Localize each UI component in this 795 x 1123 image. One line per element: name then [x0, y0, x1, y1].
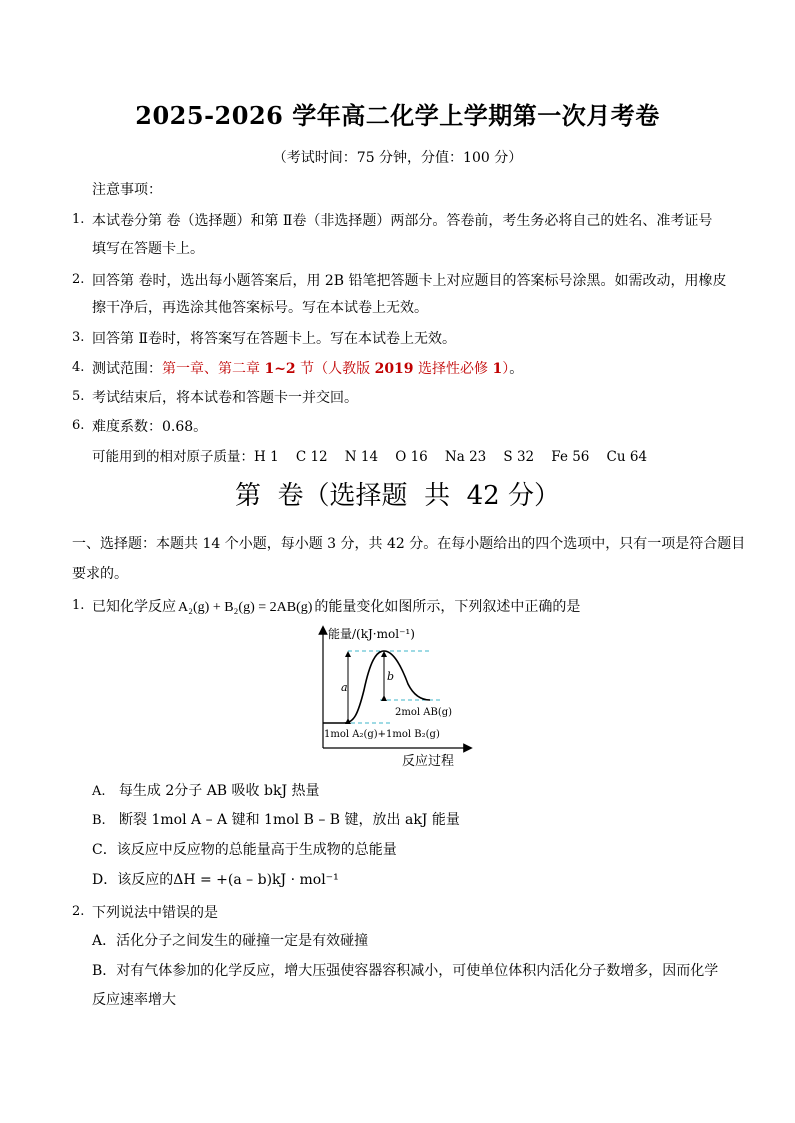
- notice-text: 难度系数：0.68。: [92, 419, 208, 435]
- y-axis-label: 能量/(kJ·mol⁻¹): [328, 627, 415, 641]
- atomic-masses: 可能用到的相对原子质量：H 1 C 12 N 14 O 16 Na 23 S 32 Fe 56 Cu 64: [92, 449, 648, 465]
- notice-number: 1.: [72, 212, 85, 227]
- option-a[interactable]: A．活化分子之间发生的碰撞一定是有效碰撞: [92, 933, 369, 949]
- section-title: 第 卷（选择题 共 42 分）: [235, 481, 560, 511]
- question-stem: 已知化学反应 A₂(g) + B₂(g) = 2AB(g) 的能量变化如图所示，下列叙述中正确的是: [92, 599, 581, 615]
- reaction-equation: A₂(g) + B₂(g) = 2AB(g): [178, 600, 313, 615]
- label-b: b: [387, 670, 395, 683]
- notice-heading: 注意事项：: [92, 182, 162, 198]
- option-d[interactable]: D．该反应的ΔH = +(a – b)kJ · mol⁻¹: [92, 872, 339, 888]
- section-intro: 一、选择题：本题共 14 个小题，每小题 3 分，共 42 分。在每小题给出的四个选项中，只有一项是符合题目: [72, 536, 746, 552]
- exam-title: 2025-2026 学年高二化学上学期第一次月考卷: [135, 101, 660, 130]
- exam-subtitle: （考试时间：75 分钟，分值：100 分）: [272, 150, 523, 166]
- product-label: 2mol AB(g): [395, 707, 453, 718]
- notice-text: 回答第 卷时，选出每小题答案后，用 2B 铅笔把答题卡上对应题目的答案标号涂黑。如需改动，用橡皮: [92, 273, 727, 289]
- reactant-label: 1mol A₂(g)+1mol B₂(g): [324, 729, 440, 740]
- notice-text: 填写在答题卡上。: [92, 241, 204, 257]
- option-b[interactable]: B. 断裂 1mol A – A 键和 1mol B – B 键，放出 akJ 能量: [92, 812, 460, 828]
- option-b-continued: 反应速率增大: [92, 992, 176, 1008]
- option-c[interactable]: C．该反应中反应物的总能量高于生成物的总能量: [92, 842, 397, 858]
- test-scope: 测试范围：第一章、第二章 1~2 节（人教版 2019 选择性必修 1）。: [92, 361, 524, 377]
- question-number: 2.: [72, 904, 85, 919]
- test-scope-red: 第一章、第二章 1~2 节（人教版 2019 选择性必修 1）: [162, 361, 510, 377]
- section-intro: 要求的。: [72, 566, 128, 582]
- notice-text: 回答第 Ⅱ卷时，将答案写在答题卡上。写在本试卷上无效。: [92, 331, 456, 347]
- notice-text: 擦干净后，再选涂其他答案标号。写在本试卷上无效。: [92, 300, 428, 316]
- notice-text: 本试卷分第 卷（选择题）和第 Ⅱ卷（非选择题）两部分。答卷前，考生务必将自己的姓名、准考证号: [92, 213, 713, 229]
- notice-number: 6.: [72, 418, 85, 433]
- test-scope-label: 测试范围：: [92, 361, 162, 377]
- notice-number: 3.: [72, 330, 85, 345]
- notice-number: 5.: [72, 389, 85, 404]
- energy-diagram: [318, 624, 478, 772]
- label-a: a: [341, 681, 348, 694]
- notice-text: 考试结束后，将本试卷和答题卡一并交回。: [92, 390, 358, 406]
- notice-number: 4.: [72, 360, 85, 375]
- question-number: 1.: [72, 598, 85, 613]
- notice-number: 2.: [72, 272, 85, 287]
- option-b[interactable]: B．对有气体参加的化学反应，增大压强使容器容积减小，可使单位体积内活化分子数增多，因而化学: [92, 963, 719, 979]
- option-a[interactable]: A. 每生成 2分子 AB 吸收 bkJ 热量: [92, 783, 320, 799]
- x-axis-label: 反应过程: [402, 754, 455, 769]
- question-stem: 下列说法中错误的是: [92, 905, 218, 921]
